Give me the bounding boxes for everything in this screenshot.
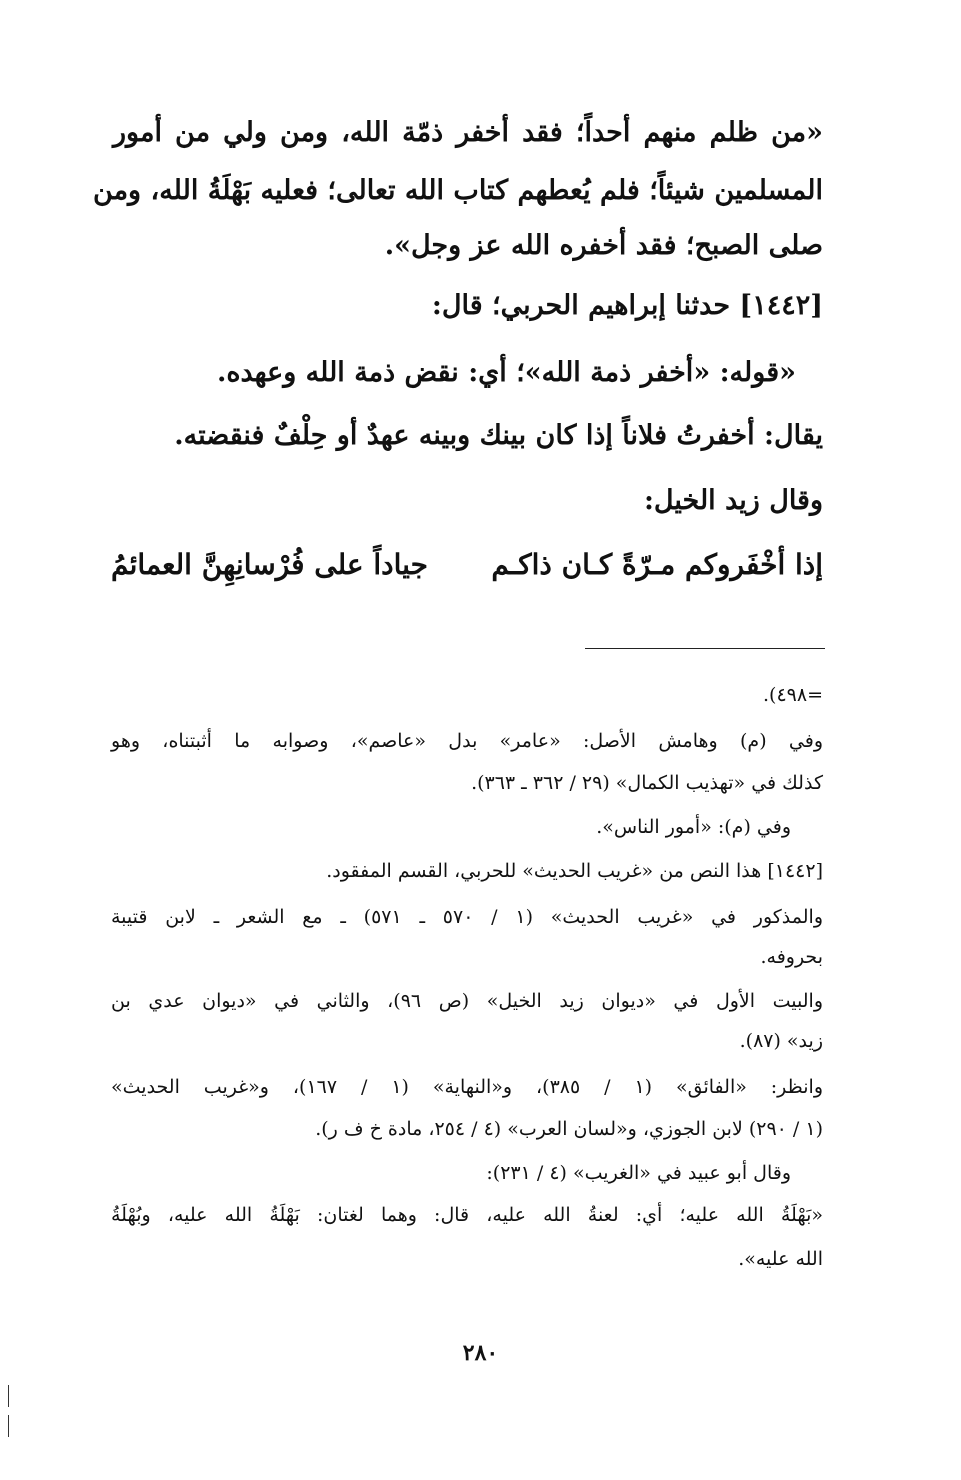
footnote-line: [١٤٤٢] هذا النص من «غريب الحديث» للحربي، القسم المفقود. bbox=[326, 860, 823, 882]
main-text-line: «قوله: «أخفر ذمة الله»؛ أي: نقض ذمة الله وعهده. bbox=[216, 357, 796, 388]
main-text-line: «من ظلم منهم أحداً؛ فقد أخفر ذمّة الله، ومن ولي من أمور bbox=[113, 117, 823, 148]
footnote-line: والبيت الأول في «ديوان زيد الخيل» (ص ٩٦)، والثاني في «ديوان عدي بن bbox=[111, 990, 824, 1012]
main-text-line: يقال: أخفرتُ فلاناً إذا كان بينك وبينه عهدٌ أو حِلْفٌ فنقضته. bbox=[174, 420, 823, 451]
footnote-line: وفي (م): «أمور الناس». bbox=[596, 816, 791, 838]
footnote-line: (١ / ٢٩٠) لابن الجوزي، و«لسان العرب» (٤ / ٢٥٤، مادة خ ف ر). bbox=[315, 1118, 823, 1140]
poetry-verse bbox=[111, 548, 823, 581]
margin-mark bbox=[8, 1415, 9, 1437]
footnote-line: كذلك في «تهذيب الكمال» (٢٩ / ٣٦٢ ـ ٣٦٣). bbox=[471, 772, 823, 794]
footnote-line: وقال أبو عبيد في «الغريب» (٤ / ٢٣١): bbox=[486, 1162, 791, 1184]
footnote-line: والمذكور في «غريب الحديث» (١ / ٥٧٠ ـ ٥٧١) ـ مع الشعر ـ لابن قتيبة bbox=[111, 906, 824, 928]
footnote-line: زيد» (٨٧). bbox=[739, 1030, 823, 1052]
main-text-line: صلى الصبح؛ فقد أخفره الله عز وجل». bbox=[384, 230, 823, 261]
page-number: ٢٨٠ bbox=[462, 1340, 499, 1366]
footnote-line: =٤٩٨). bbox=[763, 684, 823, 706]
verse-intro: وقال زيد الخيل: bbox=[643, 485, 823, 516]
footnote-line: وانظر: «الفائق» (١ / ٣٨٥)، و«النهاية» (١ / ١٦٧)، و«غريب الحديث» bbox=[111, 1076, 823, 1098]
footnote-line: بحروفه. bbox=[760, 946, 823, 968]
footnote-line: الله عليه». bbox=[738, 1248, 823, 1270]
footnote-line: «بَهْلَةُ الله عليه؛ أي: لعنةُ الله عليه، قال: وهما لغتان: بَهْلَةُ الله عليه، وبُهْلَةُ bbox=[111, 1204, 823, 1226]
verse-hemistich-first: إذا أخْفَروكم مـرّةً كـان ذاكـم bbox=[491, 548, 823, 581]
footnote-line: وفي (م) وهامش الأصل: «عامر» بدل «عاصم»، وصوابه ما أثبتناه، وهو bbox=[111, 730, 823, 752]
verse-hemistich-second: جياداً على فُرْسانِهِنَّ العمائمُ bbox=[111, 548, 428, 581]
hadith-number-line: [١٤٤٢] حدثنا إبراهيم الحربي؛ قال: bbox=[431, 290, 823, 321]
footnote-separator bbox=[585, 648, 825, 649]
main-text-line: المسلمين شيئاً؛ فلم يُعطهم كتاب الله تعالى؛ فعليه بَهْلَةُ الله، ومن bbox=[93, 175, 823, 206]
margin-mark bbox=[8, 1385, 9, 1407]
